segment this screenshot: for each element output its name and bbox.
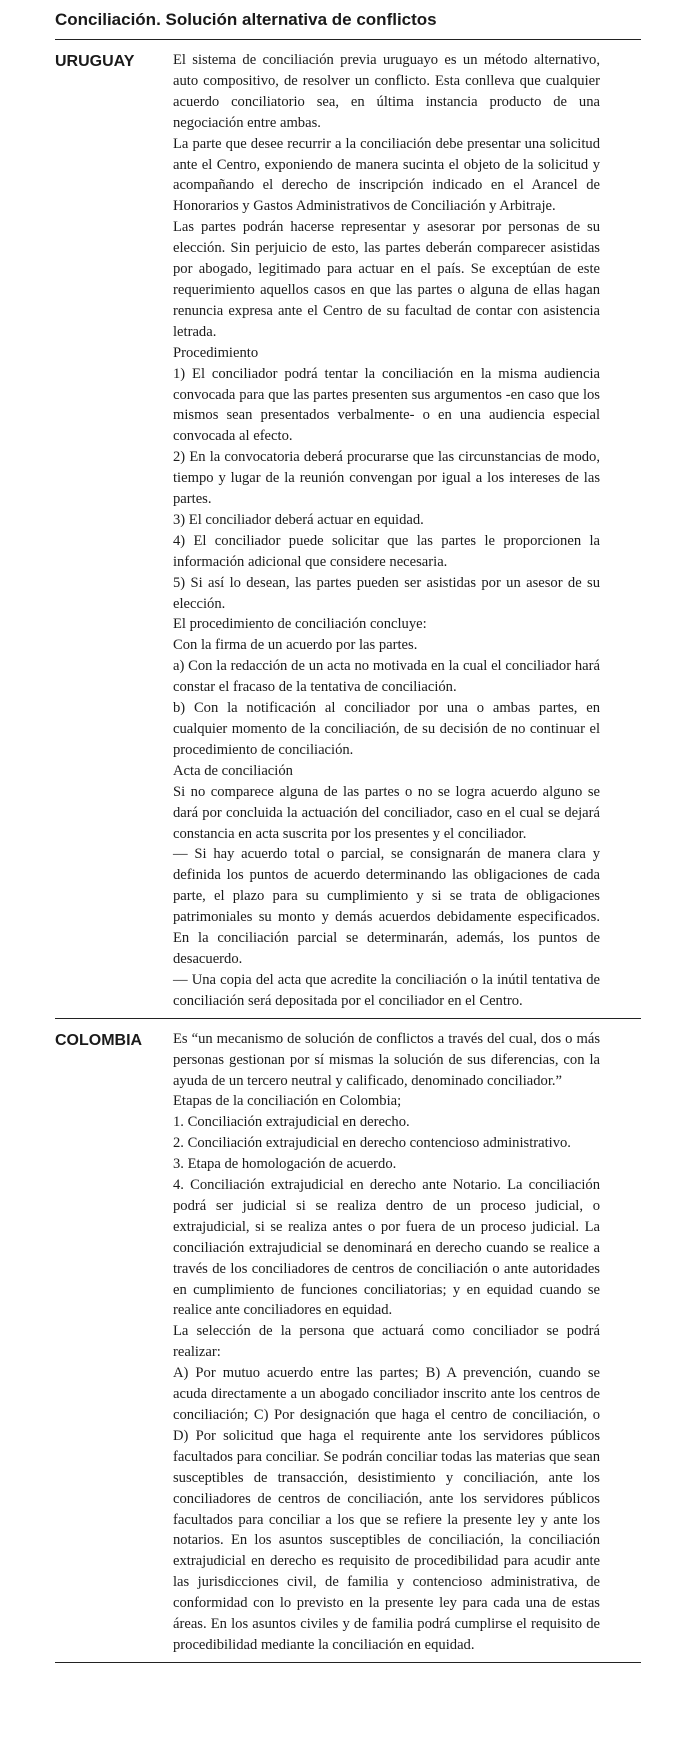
paragraph: La selección de la persona que actuará como conciliador se podrá realizar: [173, 1323, 600, 1361]
list-item: 2. Conciliación extrajudicial en derecho contencioso administrativo. [173, 1135, 571, 1152]
list-item: a) Con la redacción de un acta no motivada en la cual el conciliador hará constar el fracaso de la tentativa de conciliación. [173, 658, 600, 696]
country-label: COLOMBIA [55, 1031, 143, 1049]
document-title: Conciliación. Solución alternativa de conflictos [55, 8, 641, 40]
list-item: 5) Si así lo desean, las partes pueden ser asistidas por un asesor de su elección. [173, 574, 600, 612]
section-body [173, 1029, 600, 1656]
list-item: b) Con la notificación al conciliador por una o ambas partes, en cualquier momento de la conciliación, de su decisión de no continuar el procedimiento de conciliación. [173, 700, 600, 758]
paragraph: A) Por mutuo acuerdo entre las partes; B) A prevención, cuando se acuda directamente a un abogado conciliador inscrito ante los centros de conciliación; C) Por designación que haga el centro de conciliación, o D) Por solicitud que haga el requirente ante los servidores públicos facultados para conciliar. Se podrán conciliar todas las materias que sean susceptibles de transacción, desistimiento y conciliación, ante los conciliadores de centros de conciliación, ante los servidores públicos facultados para conciliar a los que se refiere la presente ley y ante los notarios. En los asuntos susceptibles de conciliación, la conciliación extrajudicial en derecho es requisito de procedibilidad para acudir ante las jurisdicciones civil, de familia y contencioso administrativa, de conformidad con lo previsto en la presente ley para cada una de estas áreas. En los asuntos civiles y de familia podrá cumplirse el requisito de procedibilidad mediante la conciliación en equidad. [173, 1365, 600, 1653]
list-item: 1) El conciliador podrá tentar la conciliación en la misma audiencia convocada para que las partes presenten sus argumentos -en caso que los mismos sean presentados verbalmente- o en una audiencia especial convocada al efecto. [173, 365, 600, 445]
paragraph: Con la firma de un acuerdo por las partes. [173, 637, 418, 654]
paragraph: El sistema de conciliación previa uruguayo es un método alternativo, auto compositivo, de resolver un conflicto. Esta conlleva que cualquier acuerdo conciliatorio sea, en última instancia producto de una negociación entre ambas. [173, 52, 600, 131]
paragraph: El procedimiento de conciliación concluye: [173, 616, 427, 633]
list-item: 4) El conciliador puede solicitar que las partes le proporcionen la información adicional que considere necesaria. [173, 532, 600, 570]
paragraph: Si no comparece alguna de las partes o no se logra acuerdo alguno se dará por concluida la actuación del conciliador, caso en el cual se dejará constancia en acta suscrita por los presentes y el conciliador. [173, 783, 600, 842]
dash-item: — Si hay acuerdo total o parcial, se consignarán de manera clara y definida los puntos de acuerdo determinando las obligaciones de cada parte, el plazo para su cumplimiento y si se trata de obligaciones patrimoniales su monto y demás acuerdos debidamente especificados. En la conciliación parcial se determinarán, además, los puntos de desacuerdo. [173, 846, 600, 967]
list-item: 3) El conciliador deberá actuar en equidad. [173, 511, 424, 528]
country-label: URUGUAY [55, 53, 135, 70]
paragraph: Es “un mecanismo de solución de conflictos a través del cual, dos o más personas gestionan por sí mismas la solución de sus diferencias, con la ayuda de un tercero neutral y calificado, denominado conciliador.” [173, 1030, 600, 1089]
section-colombia [55, 1019, 641, 1663]
list-item: 4. Conciliación extrajudicial en derecho ante Notario. La conciliación podrá ser judicial si se realiza dentro de un proceso judicial, o extrajudicial, si se realiza antes o por fuera de un proceso judicial. La conciliación extrajudicial se denominará en derecho cuando se realice a través de los conciliadores de centros de conciliación o ante autoridades en cumplimiento de funciones conciliatorias; y en equidad cuando se realice ante conciliadores en equidad. [173, 1177, 600, 1319]
section-uruguay [55, 40, 641, 1019]
list-item: 3. Etapa de homologación de acuerdo. [173, 1156, 397, 1173]
subheading-etapas: Etapas de la conciliación en Colombia; [173, 1093, 402, 1110]
document-page [55, 8, 641, 1663]
subheading-acta: Acta de conciliación [173, 762, 293, 779]
list-item: 2) En la convocatoria deberá procurarse que las circunstancias de modo, tiempo y lugar de la reunión convengan por igual a los intereses de las partes. [173, 449, 600, 508]
section-body [173, 50, 600, 1012]
paragraph: La parte que desee recurrir a la conciliación debe presentar una solicitud ante el Centro, exponiendo de manera sucinta el objeto de la solicitud y acompañando el derecho de inscripción indicado en el Arancel de Honorarios y Gastos Administrativos de Conciliación y Arbitraje. [173, 135, 600, 215]
dash-item: — Una copia del acta que acredite la conciliación o la inútil tentativa de conciliación será depositada por el conciliador en el Centro. [173, 971, 600, 1009]
list-item: 1. Conciliación extrajudicial en derecho. [173, 1114, 410, 1131]
subheading-procedimiento: Procedimiento [173, 344, 259, 361]
paragraph: Las partes podrán hacerse representar y asesorar por personas de su elección. Sin perjuicio de esto, las partes deberán comparecer asistidas por abogado, legitimado para actuar en el país. Se exceptúan de este requerimiento aquellos casos en que las partes o alguna de ellas hagan renuncia expresa ante el Centro de su facultad de contar con asistencia letrada. [173, 219, 600, 340]
